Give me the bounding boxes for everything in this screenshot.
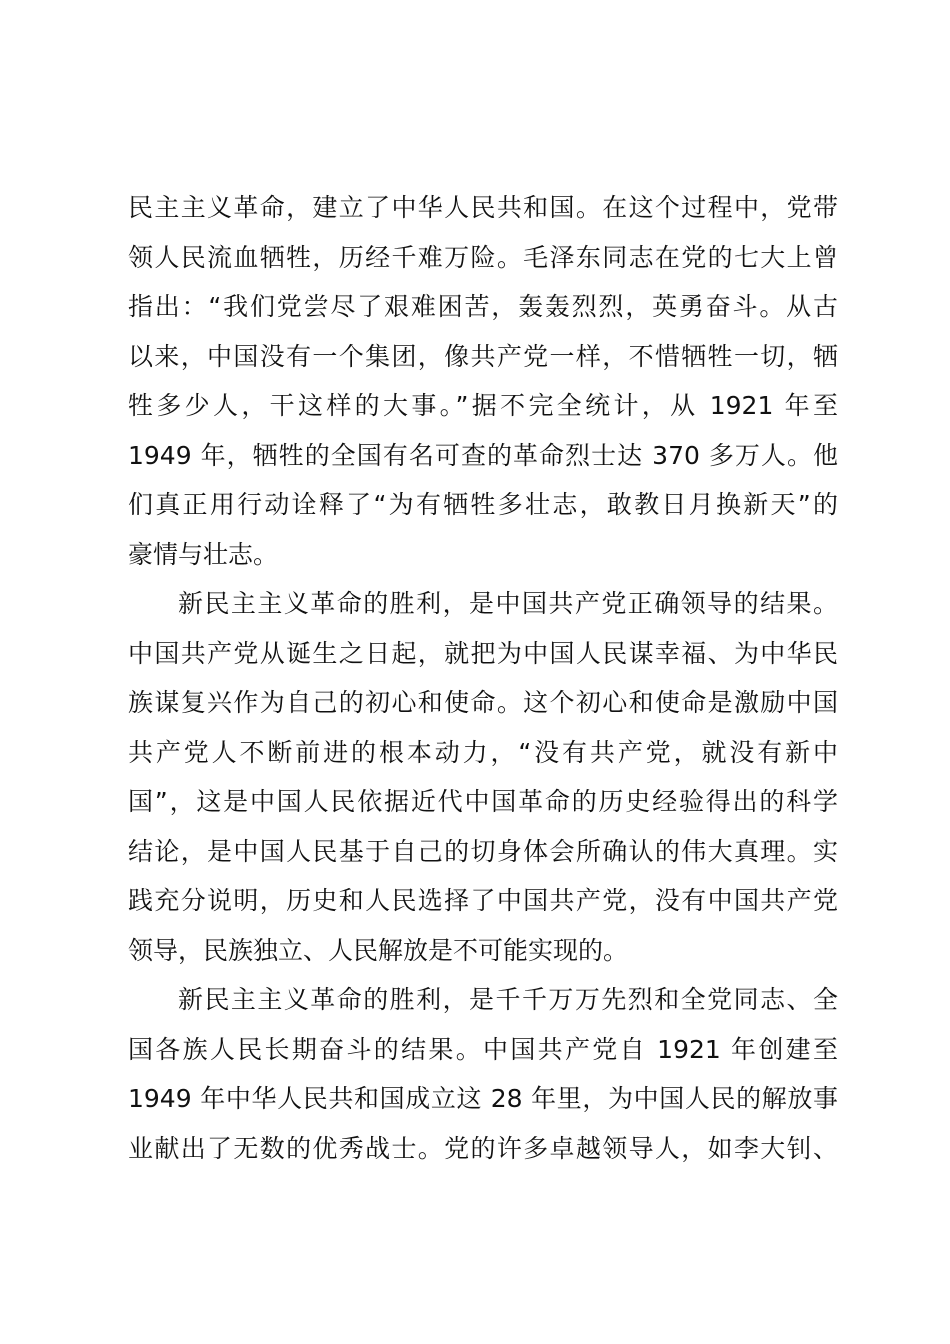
text-line: 1949 年，牺牲的全国有名可查的革命烈士达 370 多万人。他 [128,440,838,470]
text-line: 践充分说明，历史和人民选择了中国共产党，没有中国共产党 [128,886,838,915]
text-line: 以来，中国没有一个集团，像共产党一样，不惜牺牲一切，牺 [128,341,838,371]
text-line: 领导，民族独立、人民解放是不可能实现的。 [128,935,629,965]
text-line: 中国共产党从诞生之日起，就把为中国人民谋幸福、为中华民 [128,638,838,668]
text-line: 族谋复兴作为自己的初心和使命。这个初心和使命是激励中国 [128,688,838,717]
text-line: 指出：“我们党尝尽了艰难困苦，轰轰烈烈，英勇奋斗。从古 [128,292,838,321]
paragraph-first-line: 新民主主义革命的胜利，是中国共产党正确领导的结果。 [178,589,838,618]
text-line: 1949 年中华人民共和国成立这 28 年里，为中国人民的解放事 [128,1084,838,1113]
text-line: 结论，是中国人民基于自己的切身体会所确认的伟大真理。实 [128,836,838,866]
text-line: 民主主义革命，建立了中华人民共和国。在这个过程中，党带 [128,193,838,222]
text-line: 们真正用行动诠释了“为有牺牲多壮志，敢教日月换新天”的 [128,490,838,519]
text-line: 共产党人不断前进的根本动力，“没有共产党，就没有新中 [128,737,838,767]
text-line: 领人民流血牺牲，历经千难万险。毛泽东同志在党的七大上曾 [128,242,838,272]
text-line: 业献出了无数的优秀战士。党的许多卓越领导人，如李大钊、 [128,1133,838,1163]
text-line: 牲多少人，干这样的大事。”据不完全统计，从 1921 年至 [128,391,838,420]
paragraph-first-line: 新民主主义革命的胜利，是千千万万先烈和全党同志、全 [178,985,838,1014]
text-line: 豪情与壮志。 [128,539,279,569]
text-line: 国”，这是中国人民依据近代中国革命的历史经验得出的科学 [128,787,838,816]
body-text [128,183,838,1173]
text-line: 国各族人民长期奋斗的结果。中国共产党自 1921 年创建至 [128,1034,838,1064]
